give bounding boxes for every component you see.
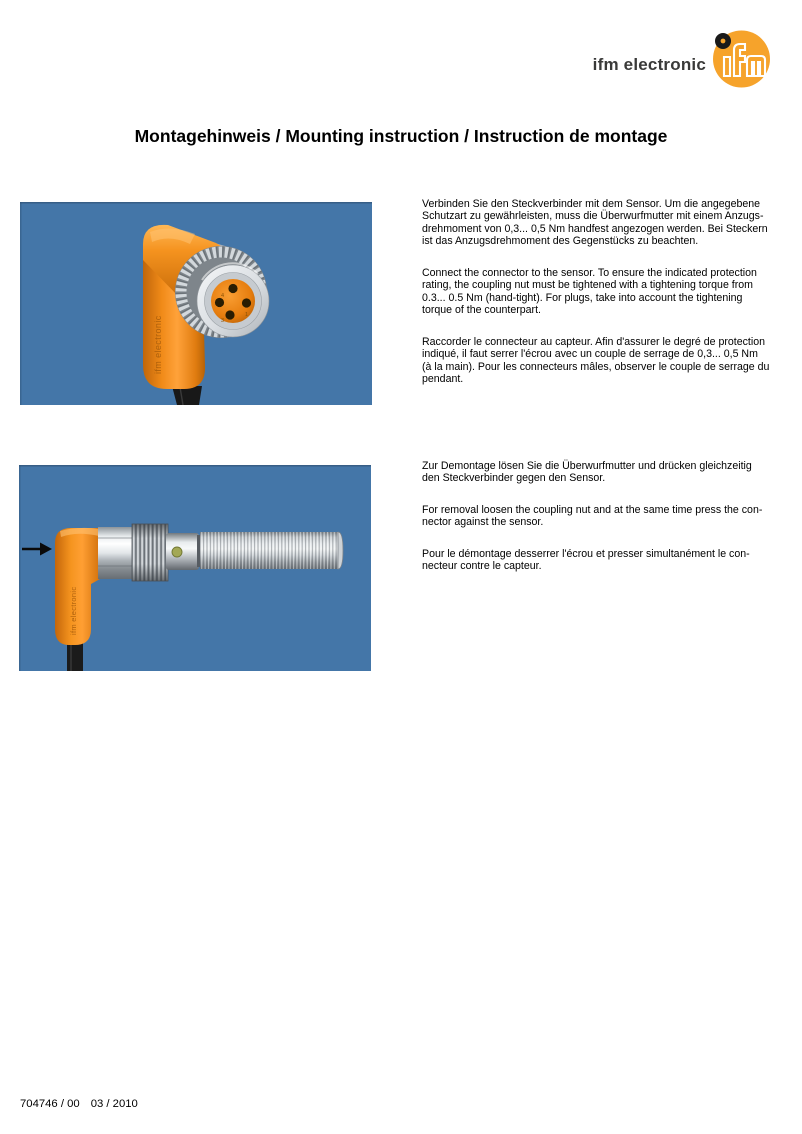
- paragraph-french: Raccorder le connecteur au capteur. Afin d'assurer le degré de protection indiqué, il faut serrer l'écrou avec un couple de serrage de 0,3... 0,5 Nm (à la main). Pour les connecteurs mâles, observer le couple de serrage du pendant.: [422, 335, 770, 385]
- led-indicator: [172, 547, 182, 557]
- page-title: Montagehinweis / Mounting instruction / Instruction de montage: [134, 126, 668, 146]
- document-number: 704746 / 00: [20, 1098, 80, 1110]
- instruction-text-block-1: [422, 198, 800, 404]
- hex-nut: [98, 527, 134, 579]
- instruction-text-block-2: [422, 460, 800, 592]
- figure-connector-on-sensor: [19, 465, 371, 671]
- paragraph-english: Connect the connector to the sensor. To ensure the indicated protection rating, the coupling nut must be tightened with a tightening torque from 0.3... 0.5 Nm (hand-tight). For plugs, take into account the tightening torque of the counterpart.: [422, 266, 757, 317]
- ifm-logo-icon: [711, 29, 771, 89]
- svg-text:3: 3: [221, 318, 225, 324]
- paragraph-english: For removal loosen the coupling nut and at the same time press the con- nector against the sensor.: [422, 503, 763, 529]
- threaded-sensor-barrel: [197, 532, 343, 569]
- embossed-brand-text: ifm electronic: [153, 315, 163, 374]
- figure-angled-connector: [20, 202, 372, 405]
- svg-text:1: 1: [245, 312, 249, 318]
- embossed-brand-text: ifm electronic: [69, 586, 78, 635]
- brand-wordmark: ifm electronic: [592, 55, 706, 74]
- sensor-collar: [166, 533, 199, 570]
- paragraph-french: Pour le démontage desserrer l'écrou et presser simultanément le con- necteur contre le capteur.: [422, 547, 750, 573]
- document-date: 03 / 2010: [90, 1098, 138, 1110]
- coupling-nut: [132, 524, 168, 581]
- footer: [20, 1098, 138, 1110]
- paragraph-german: Verbinden Sie den Steckverbinder mit dem Sensor. Um die angegebene Schutzart zu gewährleisten, muss die Überwurfmutter mit einem Anzugs- drehmoment von 0,3... 0,5 Nm handfest angezogen werden. Bei Steckern ist das Anzugsdrehmoment des Gegenstücks zu beachten.: [422, 198, 768, 248]
- svg-text:4: 4: [221, 293, 225, 299]
- paragraph-german: Zur Demontage lösen Sie die Überwurfmutter und drücken gleichzeitig den Steckverbinder gegen den Sensor.: [422, 460, 752, 485]
